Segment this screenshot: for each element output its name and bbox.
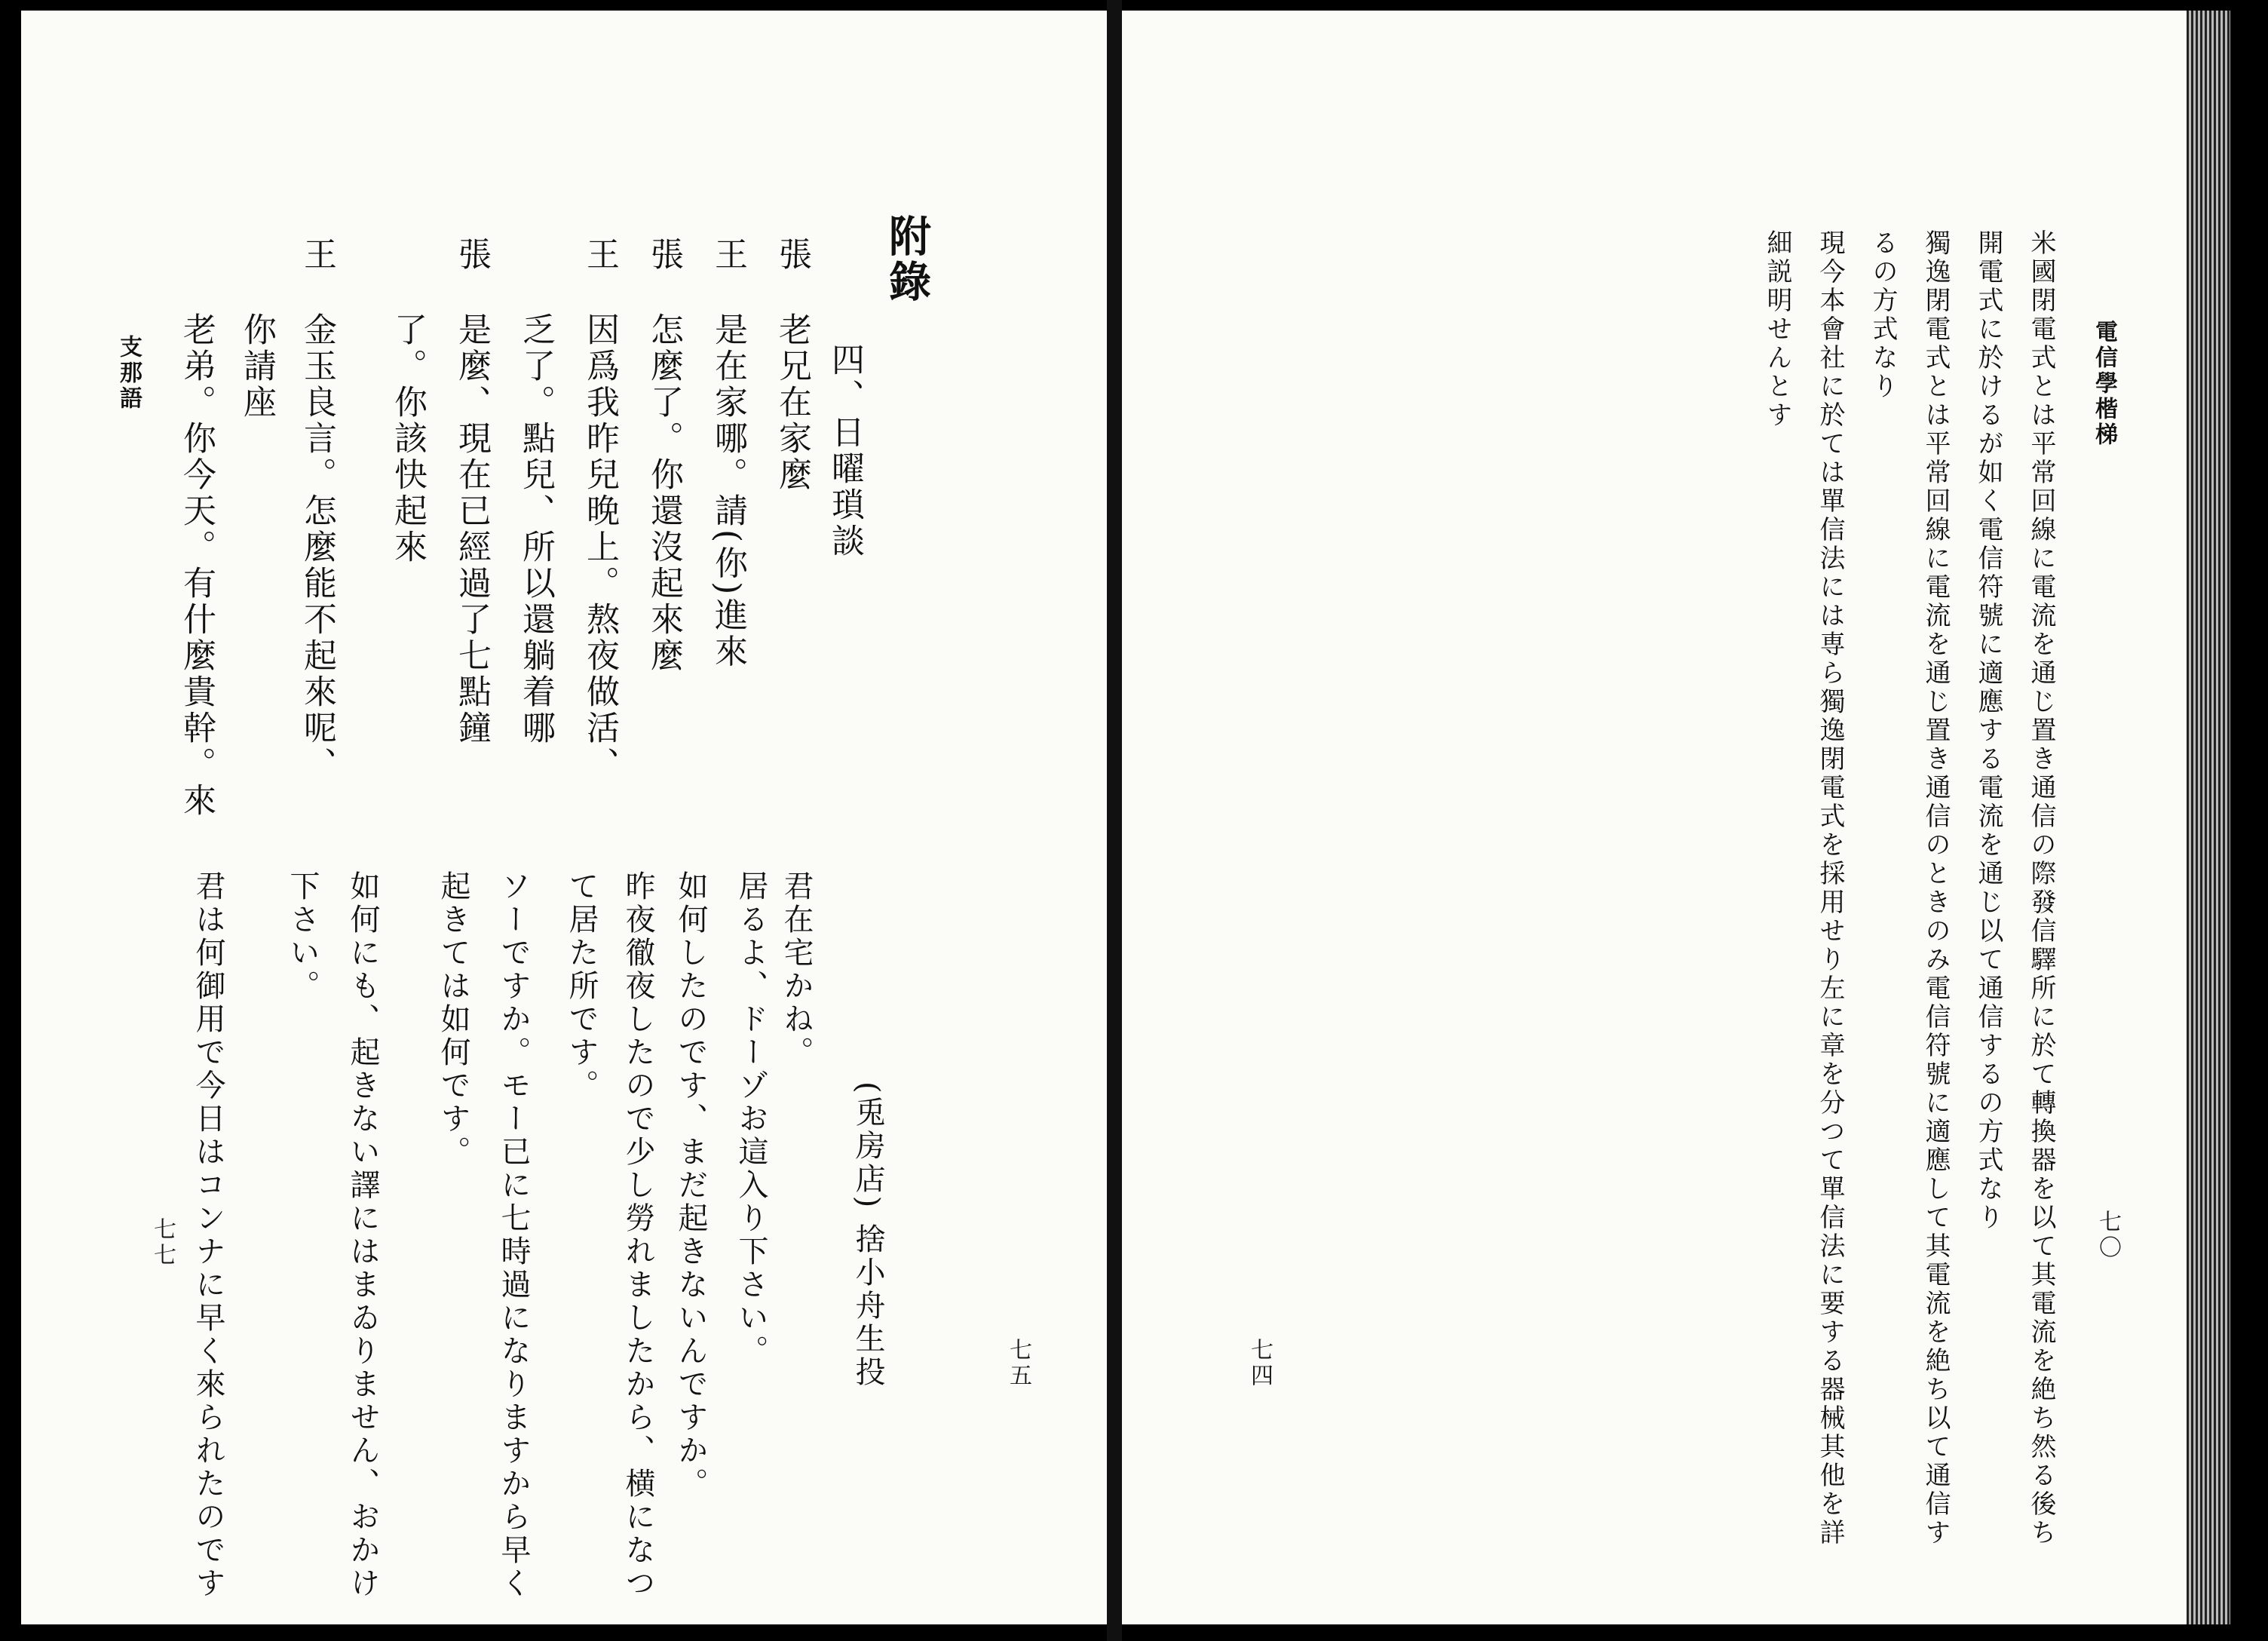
chinese-line: 老兄在家麼 (773, 312, 811, 493)
japanese-line: ソーですか。モー已に七時過になりますから早く (496, 870, 531, 1600)
body-line: 細説明せんとす (1762, 229, 1792, 430)
section-subtitle: 四、日曜瑣談 (826, 342, 864, 560)
japanese-line: 居るよ、ドーゾお這入り下さい。 (734, 870, 768, 1368)
running-footer: 支那語 (115, 335, 142, 412)
body-line: 現今本會社に於ては單信法には専ら獨逸閉電式を採用せり左に章を分つて單信法に要する器械其他を詳 (1815, 229, 1845, 1547)
speaker-label: 張 (452, 237, 491, 273)
japanese-line: 君は何御用で今日はコンナに早く來られたのです (191, 870, 225, 1600)
chinese-line: 乏了。點兒、所以還躺着哪 (516, 312, 555, 747)
body-line: 獨逸閉電式とは平常回線に電流を通じ置き通信のときのみ電信符號に適應して其電流を絶ち以て通信す (1920, 229, 1951, 1547)
japanese-line: 下さい。 (285, 870, 320, 1003)
inner-page-number: 七四 (1246, 1338, 1273, 1389)
page-number: 七七 (149, 1217, 176, 1268)
chinese-line: 了。你該快起來 (388, 312, 427, 566)
japanese-line: 君在宅かね。 (779, 870, 814, 1069)
speaker-label: 王 (581, 237, 619, 273)
chinese-line: 怎麼了。你還沒起來麼 (645, 312, 683, 674)
inner-page-number: 七五 (1005, 1338, 1031, 1389)
page-edges (2187, 11, 2230, 1624)
page-number: 七〇 (2095, 1210, 2121, 1261)
japanese-line: 起きては如何です。 (436, 870, 470, 1169)
appendix-title: 附錄 (882, 214, 932, 305)
body-line: るの方式なり (1868, 229, 1898, 401)
chinese-line: 金玉良言。怎麼能不起來呢、 (298, 312, 336, 783)
chinese-line: 是在家哪。請(你)進來 (709, 312, 747, 670)
book-spine (1107, 0, 1122, 1641)
speaker-label: 王 (298, 237, 336, 273)
author-credit: (兎房店) 捨小舟生投 (851, 1081, 885, 1389)
right-page (1122, 11, 2230, 1624)
chinese-line: 你請座 (238, 312, 276, 421)
chinese-line: 是麼、現在已經過了七點鐘 (452, 312, 491, 747)
running-header: 電信學楷梯 (2091, 320, 2117, 448)
body-line: 開電式に於けるが如く電信符號に適應する電流を通じ以て通信するの方式なり (1973, 229, 2003, 1232)
japanese-line: て居た所です。 (564, 870, 599, 1103)
speaker-label: 張 (773, 237, 811, 273)
japanese-line: 如何にも、起きない譯にはまゐりません、おかけ (345, 870, 380, 1600)
japanese-line: 昨夜徹夜したので少し勞れましたから、横になつ (621, 870, 655, 1600)
left-page (21, 11, 1107, 1624)
speaker-label: 張 (645, 237, 683, 273)
body-line: 米國閉電式とは平常回線に電流を通じ置き通信の際發信驛所に於て轉換器を以て其電流を絶ち然る後ち (2026, 229, 2056, 1547)
speaker-label: 王 (709, 237, 747, 273)
japanese-line: 如何したのです、まだ起きないんですか。 (673, 870, 708, 1501)
chinese-line: 老弟。你今天。有什麼貴幹。來 (177, 312, 216, 819)
chinese-line: 因爲我昨兒晚上。熬夜做活、 (581, 312, 619, 783)
